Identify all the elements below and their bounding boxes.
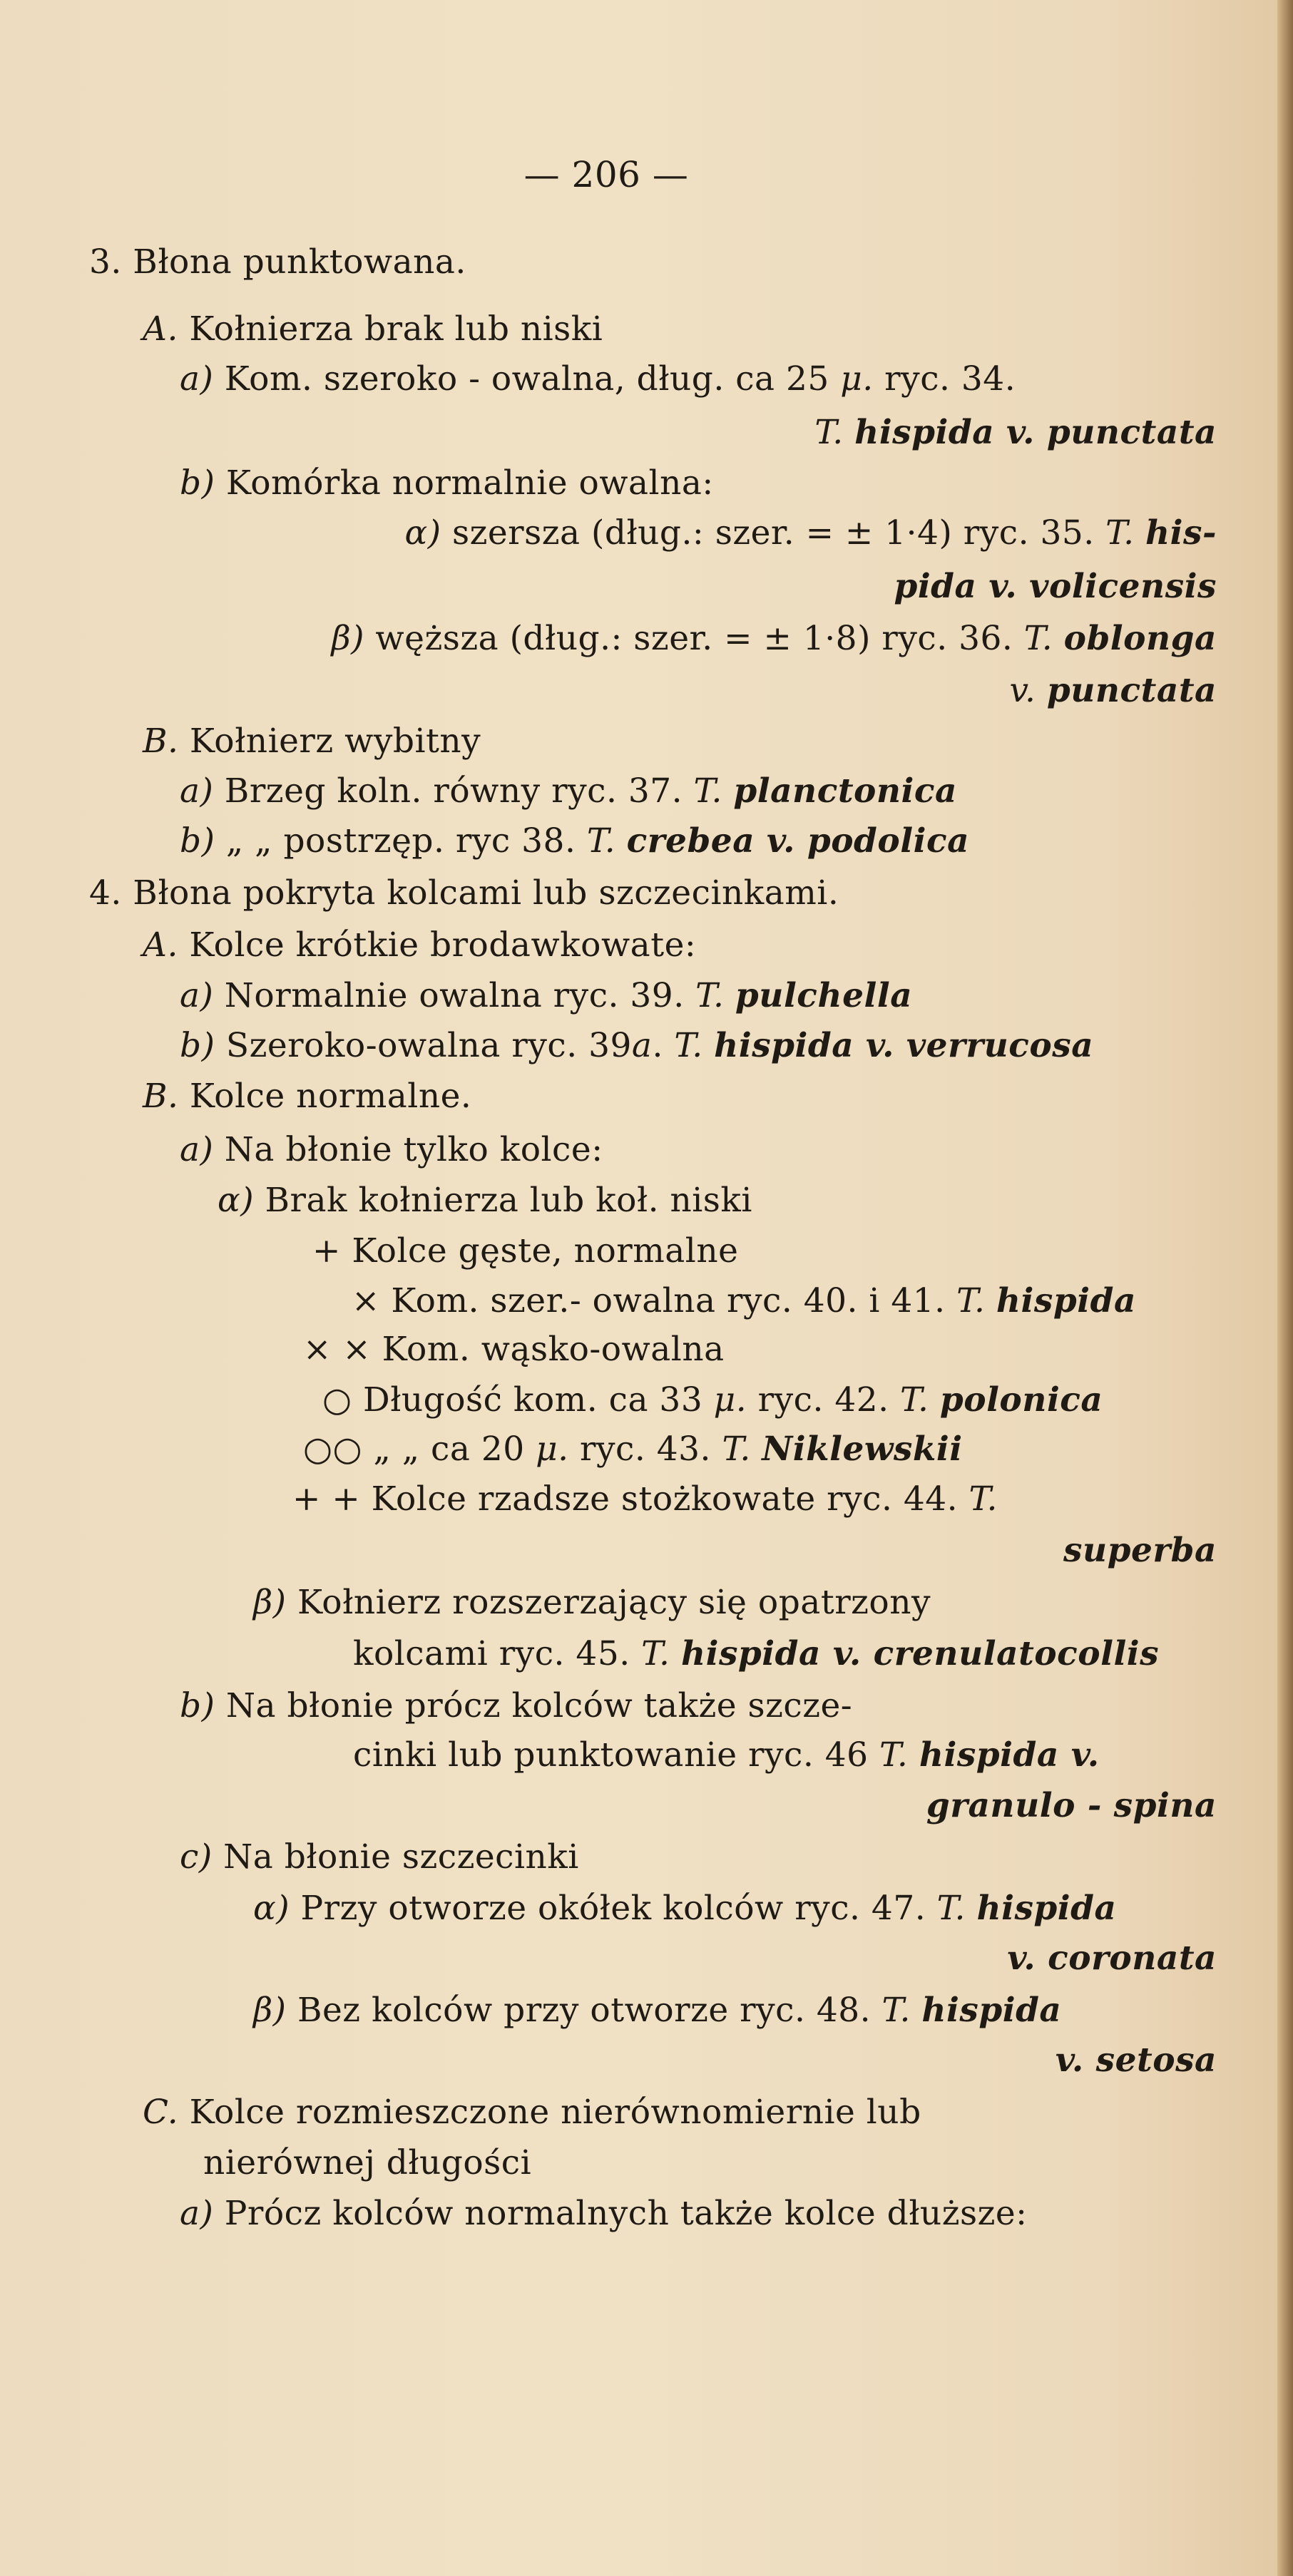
- text-segment: Kom. szeroko - owalna, dług. ca 25: [213, 359, 841, 399]
- text-line: [926, 1785, 1217, 1827]
- text-segment: α): [218, 1181, 255, 1220]
- text-segment: T.: [695, 976, 735, 1015]
- text-segment: Niklewskii: [762, 1430, 963, 1469]
- text-segment: a): [180, 976, 214, 1015]
- text-line: [1063, 1529, 1217, 1572]
- text-line: [143, 924, 696, 967]
- text-segment: + + Kolce rzadsze stożkowate ryc. 44.: [292, 1479, 969, 1519]
- text-line: [292, 1478, 998, 1521]
- text-line: [143, 308, 603, 351]
- text-line: [1009, 669, 1217, 712]
- text-segment: hispida v. punctata: [854, 413, 1217, 452]
- text-segment: c): [180, 1837, 213, 1877]
- text-segment: Na błonie prócz kolców także szcze-: [215, 1686, 853, 1725]
- text-segment: pida v. volicensis: [894, 567, 1217, 606]
- text-segment: ○○ „ „ ca 20: [303, 1430, 536, 1469]
- text-line: [253, 1989, 1061, 2032]
- text-segment: × × Kom. wąsko-owalna: [303, 1330, 725, 1369]
- text-segment: Szeroko-owalna ryc. 39: [215, 1026, 632, 1065]
- text-segment: a): [180, 359, 214, 399]
- text-segment: T.: [956, 1281, 996, 1320]
- text-segment: a): [180, 1130, 214, 1169]
- text-segment: his-: [1145, 513, 1217, 553]
- text-segment: .: [652, 1026, 675, 1065]
- text-segment: Kolce normalne.: [178, 1077, 472, 1116]
- text-segment: b): [180, 1026, 215, 1065]
- text-line: [1007, 1937, 1217, 1980]
- text-line: [180, 1129, 603, 1171]
- text-segment: Prócz kolców normalnych także kolce dłuższe:: [213, 2194, 1028, 2233]
- text-line: [180, 820, 969, 863]
- text-segment: Brzeg koln. równy ryc. 37.: [213, 771, 694, 811]
- text-segment: α): [404, 513, 441, 553]
- text-line: [180, 1836, 579, 1879]
- text-line: [203, 2142, 531, 2185]
- text-line: [303, 1328, 725, 1371]
- text-line: [353, 1734, 1100, 1777]
- text-segment: Kołnierza brak lub niski: [178, 309, 603, 349]
- text-segment: T.: [722, 1430, 762, 1469]
- text-segment: 3. Błona punktowana.: [89, 242, 466, 282]
- text-segment: T.: [879, 1735, 919, 1775]
- text-line: [1056, 2039, 1217, 2082]
- text-segment: cinki lub punktowanie ryc. 46: [353, 1735, 879, 1775]
- text-segment: T.: [1023, 619, 1064, 658]
- text-segment: μ.: [713, 1380, 747, 1420]
- text-segment: C.: [143, 2093, 179, 2132]
- text-segment: nierównej długości: [203, 2143, 532, 2182]
- text-segment: oblonga: [1063, 619, 1217, 658]
- text-segment: T.: [881, 1991, 922, 2030]
- text-line: [353, 1633, 1159, 1676]
- text-segment: „ „ postrzęp. ryc 38.: [215, 821, 587, 861]
- text-segment: Bez kolców przy otworze ryc. 48.: [286, 1991, 882, 2030]
- text-segment: szersza (dług.: szer. = ± 1·4) ryc. 35.: [441, 513, 1106, 553]
- text-line: [253, 1581, 931, 1624]
- text-segment: a): [180, 771, 214, 811]
- text-segment: T.: [641, 1634, 681, 1673]
- text-segment: a: [631, 1026, 653, 1065]
- text-segment: hispida: [996, 1281, 1136, 1320]
- text-line: [352, 1280, 1136, 1323]
- text-segment: + Kolce gęste, normalne: [312, 1231, 739, 1271]
- text-segment: hispida v. verrucosa: [714, 1026, 1094, 1065]
- text-segment: ryc. 34.: [873, 359, 1016, 399]
- text-segment: pulchella: [735, 976, 913, 1015]
- text-segment: planctonica: [733, 771, 957, 811]
- text-segment: węższa (dług.: szer. = ± 1·8) ryc. 36.: [364, 619, 1024, 658]
- text-segment: B.: [143, 722, 179, 761]
- text-segment: β): [331, 619, 364, 658]
- text-segment: μ.: [536, 1430, 569, 1469]
- text-line: [331, 617, 1217, 660]
- text-segment: Na błonie tylko kolce:: [213, 1130, 603, 1169]
- text-segment: B.: [143, 1077, 179, 1116]
- text-line: [180, 1025, 1093, 1067]
- text-line: [143, 2091, 921, 2134]
- text-line: [218, 1179, 752, 1222]
- text-segment: b): [180, 1686, 215, 1725]
- text-line: [312, 1230, 738, 1273]
- text-segment: ○ Długość kom. ca 33: [322, 1380, 714, 1420]
- text-line: [322, 1379, 1103, 1422]
- text-line: [180, 462, 714, 505]
- text-segment: hispida: [976, 1889, 1117, 1928]
- text-line: [180, 1685, 852, 1728]
- text-segment: Na błonie szczecinki: [212, 1837, 579, 1877]
- text-segment: hispida v. crenulatocollis: [680, 1634, 1160, 1673]
- text-segment: 4. Błona pokryta kolcami lub szczecinkami.: [89, 873, 839, 913]
- text-segment: T.: [586, 821, 627, 861]
- text-segment: v.: [1009, 671, 1047, 710]
- text-segment: μ.: [840, 359, 874, 399]
- text-segment: hispida v.: [919, 1735, 1100, 1775]
- text-segment: kolcami ryc. 45.: [353, 1634, 642, 1673]
- text-segment: superba: [1063, 1531, 1217, 1570]
- text-line: [143, 1075, 471, 1118]
- text-segment: Kołnierz rozszerzający się opatrzony: [286, 1583, 931, 1622]
- text-segment: v. coronata: [1007, 1939, 1217, 1978]
- text-line: [180, 770, 957, 813]
- text-segment: ryc. 42.: [747, 1380, 901, 1420]
- text-segment: Komórka normalnie owalna:: [215, 463, 714, 503]
- text-segment: β): [253, 1583, 287, 1622]
- text-segment: β): [253, 1991, 287, 2030]
- text-segment: T.: [900, 1380, 940, 1420]
- text-segment: T.: [674, 1026, 715, 1065]
- text-segment: T.: [814, 413, 855, 452]
- page-binding-edge: [1277, 0, 1293, 2576]
- text-segment: crebea v. podolica: [626, 821, 970, 861]
- text-segment: Przy otworze okółek kolców ryc. 47.: [290, 1889, 937, 1928]
- text-segment: ryc. 43.: [568, 1430, 722, 1469]
- text-segment: polonica: [939, 1380, 1103, 1420]
- text-line: [89, 872, 839, 915]
- text-segment: α): [253, 1889, 290, 1928]
- text-segment: a): [180, 2194, 214, 2233]
- text-line: [89, 241, 466, 284]
- text-segment: T.: [936, 1889, 977, 1928]
- text-segment: Brak kołnierza lub koł. niski: [254, 1181, 752, 1220]
- text-segment: granulo - spina: [926, 1786, 1217, 1825]
- text-segment: Kolce krótkie brodawkowate:: [178, 925, 697, 965]
- text-line: [404, 512, 1217, 555]
- text-line: [253, 1887, 1116, 1930]
- text-segment: b): [180, 821, 215, 861]
- text-segment: hispida: [921, 1991, 1062, 2030]
- text-line: [894, 565, 1217, 608]
- page-number: — 206 —: [523, 154, 689, 195]
- text-segment: Kołnierz wybitny: [178, 722, 481, 761]
- text-segment: × Kom. szer.- owalna ryc. 40. i 41.: [352, 1281, 957, 1320]
- text-segment: Normalnie owalna ryc. 39.: [213, 976, 696, 1015]
- text-segment: v. setosa: [1055, 2041, 1217, 2080]
- text-segment: T.: [1105, 513, 1145, 553]
- text-segment: Kolce rozmieszczone nierównomiernie lub: [178, 2093, 921, 2132]
- text-line: [143, 720, 481, 763]
- text-segment: b): [180, 463, 215, 503]
- text-segment: T.: [969, 1479, 998, 1519]
- text-line: [814, 411, 1217, 454]
- text-segment: A.: [143, 925, 178, 965]
- text-segment: A.: [143, 309, 178, 349]
- text-line: [180, 2192, 1028, 2235]
- text-line: [180, 358, 1016, 401]
- text-line: [180, 975, 912, 1017]
- text-segment: punctata: [1046, 671, 1217, 710]
- text-segment: T.: [693, 771, 734, 811]
- text-line: [303, 1428, 963, 1471]
